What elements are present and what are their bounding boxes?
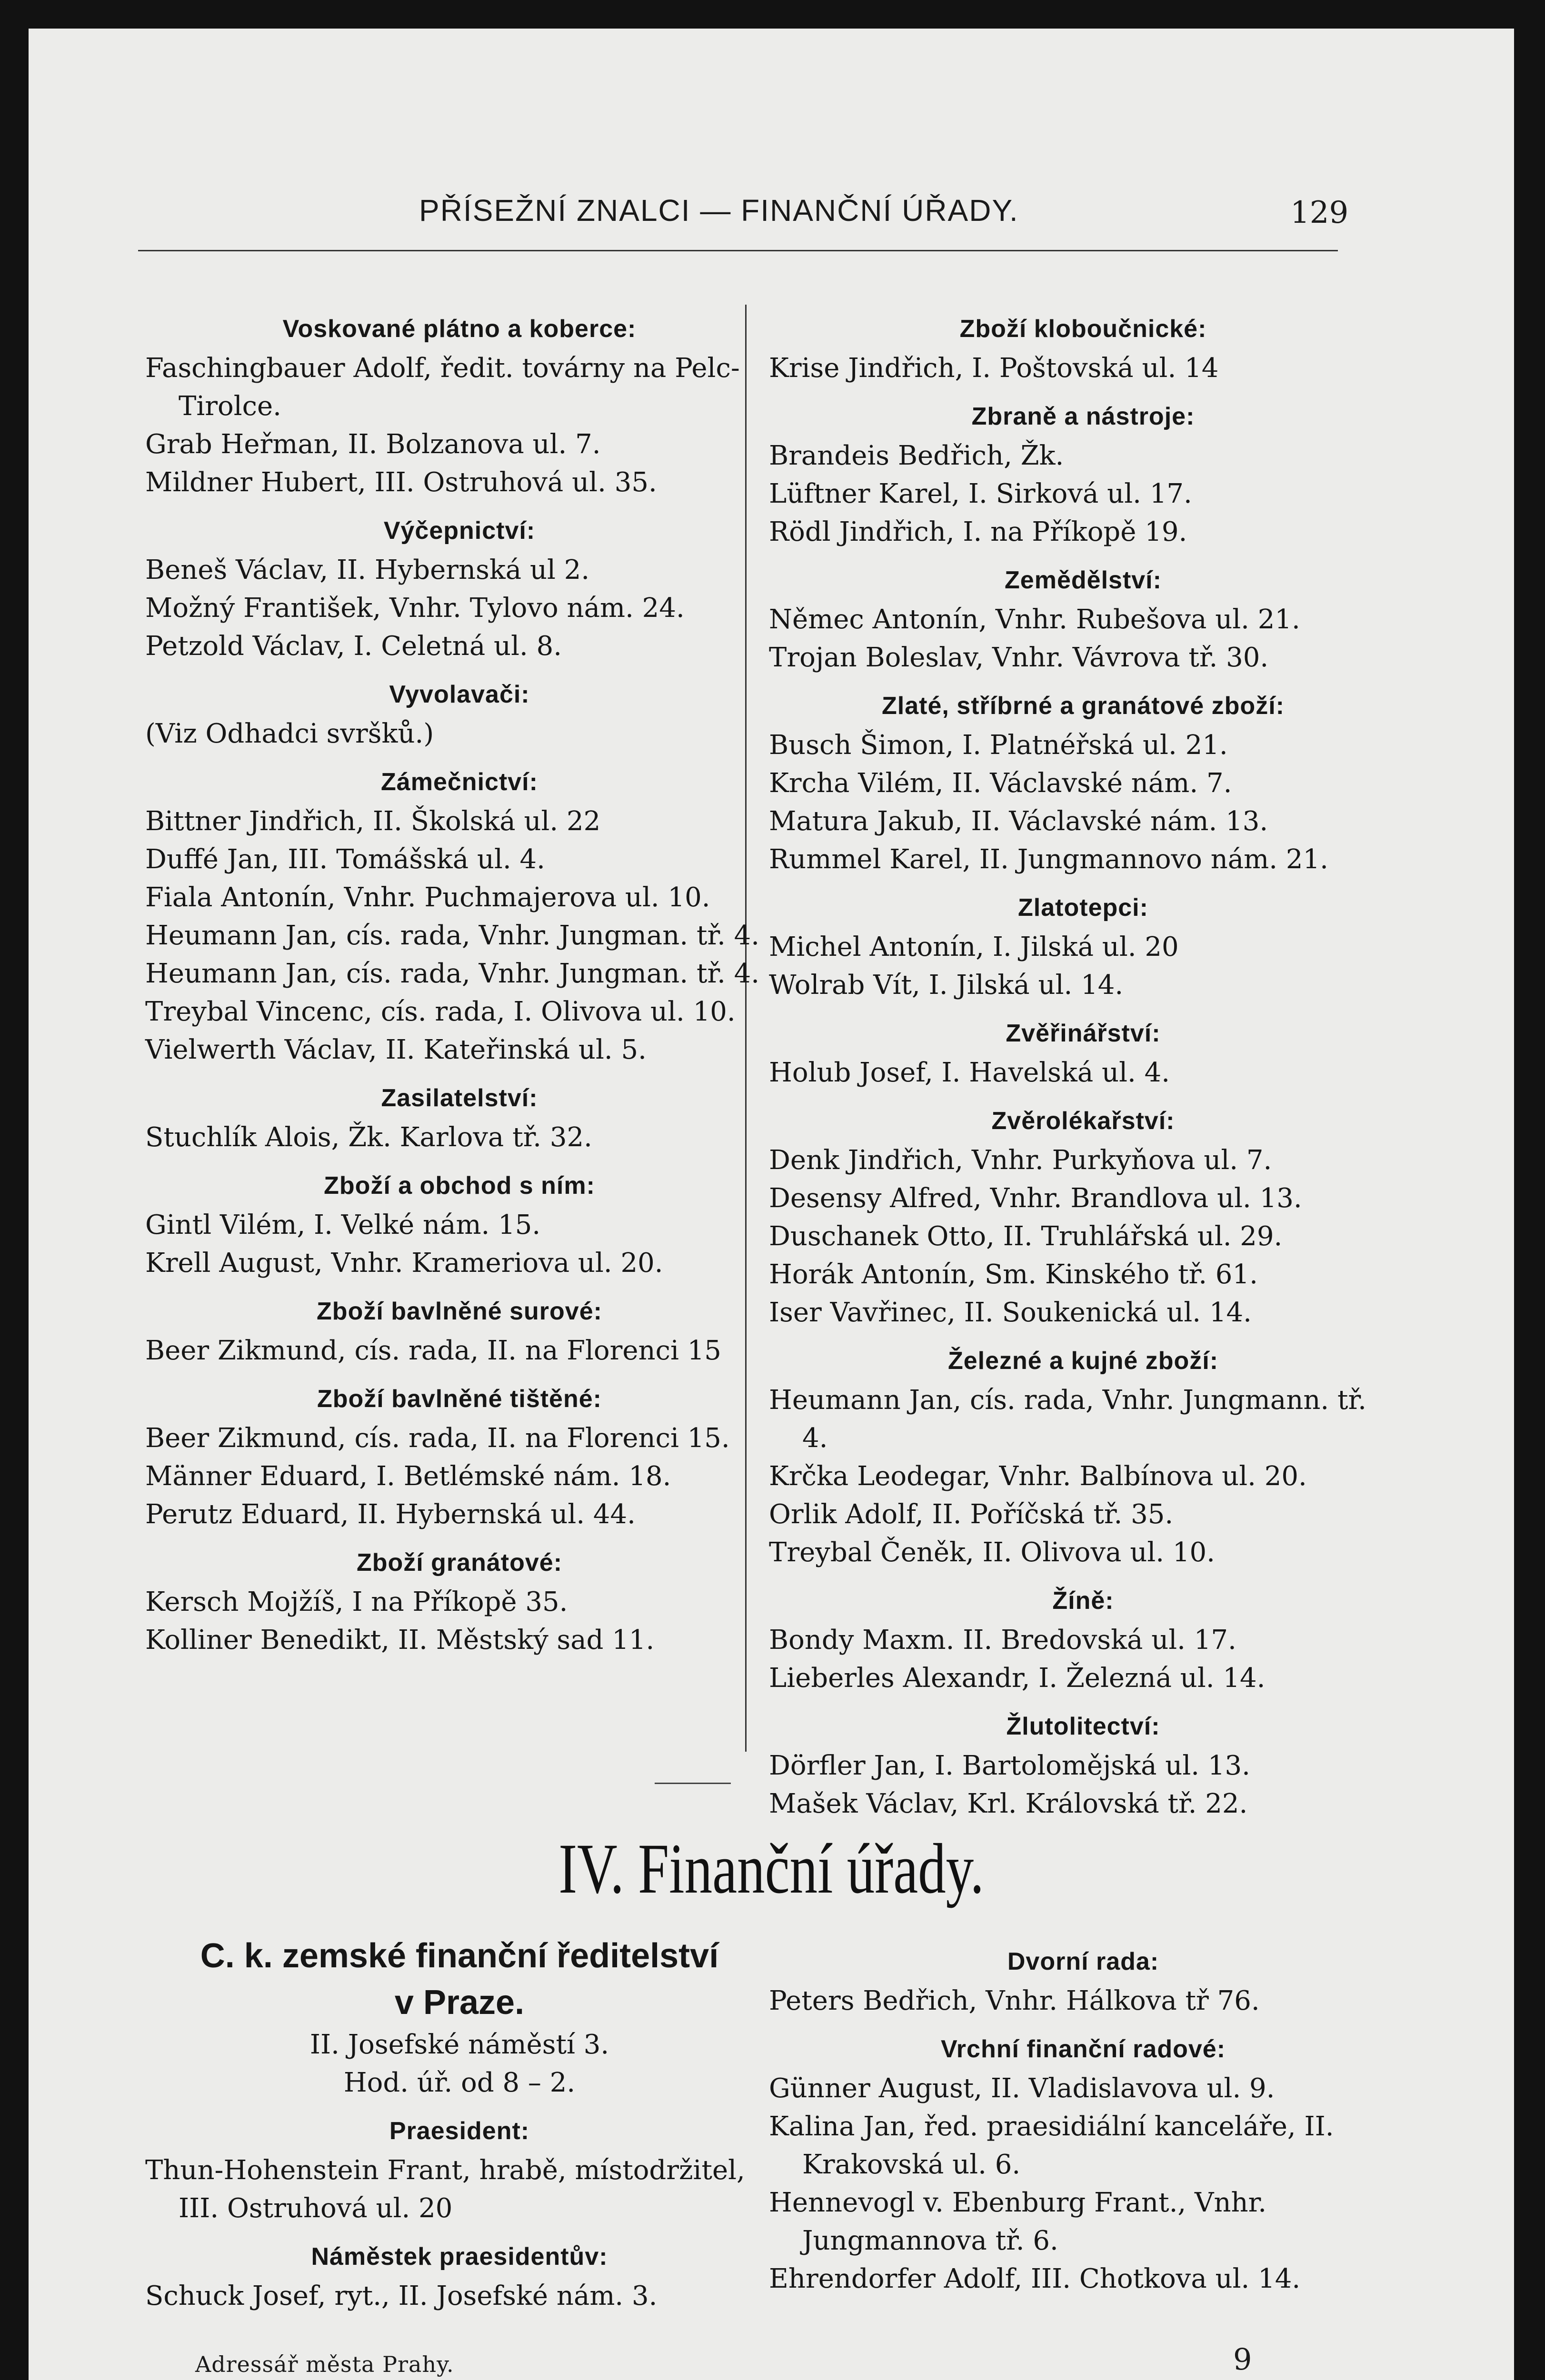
directory-entry: Faschingbauer Adolf, ředit. továrny na Pelc-Tirolce.: [145, 353, 740, 422]
directory-entry: Bondy Maxm. II. Bredovská ul. 17.: [769, 1625, 1236, 1656]
section-title: Zvěrolékařství:: [991, 1107, 1175, 1135]
directory-entry: Lüftner Karel, I. Sirková ul. 17.: [769, 478, 1192, 509]
directory-entry: Iser Vavřinec, II. Soukenická ul. 14.: [769, 1297, 1252, 1328]
section-title: Zvěřinářství:: [1006, 1020, 1161, 1047]
directory-entry: Mašek Václav, Krl. Královská tř. 22.: [769, 1788, 1248, 1819]
directory-entry: Heumann Jan, cís. rada, Vnhr. Jungman. tř. 4.: [145, 920, 760, 951]
section-heading: IV. Finanční úřady.: [558, 1829, 984, 1908]
directory-entry: Vielwerth Václav, II. Kateřinská ul. 5.: [145, 1034, 647, 1065]
directory-entry: Kolliner Benedikt, II. Městský sad 11.: [145, 1625, 655, 1656]
section-title: Zemědělství:: [1005, 566, 1162, 594]
directory-entry: Holub Josef, I. Havelská ul. 4.: [769, 1057, 1170, 1088]
section-title: Zlaté, stříbrné a granátové zboží:: [882, 692, 1285, 720]
signature-mark: 9: [1233, 2342, 1252, 2377]
directory-entry: Krell August, Vnhr. Krameriova ul. 20.: [145, 1248, 663, 1279]
directory-entry: Peters Bedřich, Vnhr. Hálkova tř 76.: [769, 1985, 1260, 2016]
right-column: [769, 300, 1397, 1823]
directory-entry: Schuck Josef, ryt., II. Josefské nám. 3.: [145, 2281, 658, 2311]
section-title: Zboží bavlněné surové:: [317, 1298, 602, 1325]
section-title: Vyvolavači:: [389, 681, 530, 708]
directory-entry: Thun-Hohenstein Frant, hrabě, místodržitel, III. Ostruhová ul. 20: [145, 2155, 745, 2224]
directory-entry: Perutz Eduard, II. Hybernská ul. 44.: [145, 1499, 636, 1530]
footer-title: Adressář města Prahy.: [195, 2351, 454, 2377]
section-title: Žíně:: [1052, 1587, 1114, 1615]
directory-entry: Mildner Hubert, III. Ostruhová ul. 35.: [145, 467, 657, 498]
section-separator: [655, 1783, 731, 1784]
section-title: Zbraně a nástroje:: [971, 403, 1195, 430]
office-address: II. Josefské náměstí 3.: [309, 2029, 609, 2060]
officials-column: [769, 1933, 1397, 2298]
running-title: PŘÍSEŽNÍ ZNALCI — FINANČNÍ ÚŘADY.: [419, 193, 1019, 228]
directory-entry: Možný František, Vnhr. Tylovo nám. 24.: [145, 593, 685, 624]
directory-entry: Kersch Mojžíš, I na Příkopě 35.: [145, 1587, 568, 1617]
directory-entry: Wolrab Vít, I. Jilská ul. 14.: [769, 970, 1124, 1001]
section-title: Vrchní finanční radové:: [940, 2035, 1226, 2063]
directory-entry: Treybal Čeněk, II. Olivova ul. 10.: [769, 1537, 1215, 1568]
section-title: Železné a kujné zboží:: [947, 1347, 1219, 1375]
directory-entry: Dörfler Jan, I. Bartolomějská ul. 13.: [769, 1750, 1250, 1781]
directory-entry: Horák Antonín, Sm. Kinského tř. 61.: [769, 1259, 1258, 1290]
directory-entry: Stuchlík Alois, Žk. Karlova tř. 32.: [145, 1122, 592, 1153]
directory-entry: Beer Zikmund, cís. rada, II. na Florenci 15.: [145, 1423, 730, 1454]
directory-entry: Orlik Adolf, II. Poříčská tř. 35.: [769, 1499, 1174, 1530]
section-title: Voskované plátno a koberce:: [282, 315, 637, 343]
section-title: Zámečnictví:: [381, 768, 538, 796]
section-title: Praesident:: [389, 2117, 530, 2145]
directory-entry: Hennevogl v. Ebenburg Frant., Vnhr. Jungmannova tř. 6.: [769, 2187, 1266, 2256]
directory-entry: Rummel Karel, II. Jungmannovo nám. 21.: [769, 844, 1328, 875]
directory-entry: Gintl Vilém, I. Velké nám. 15.: [145, 1210, 541, 1240]
directory-entry: Matura Jakub, II. Václavské nám. 13.: [769, 806, 1268, 837]
section-title: Náměstek praesidentův:: [311, 2243, 608, 2271]
directory-entry: Bittner Jindřich, II. Školská ul. 22: [145, 806, 601, 837]
directory-entry: (Viz Odhadci svršků.): [145, 718, 434, 749]
directory-entry: Petzold Václav, I. Celetná ul. 8.: [145, 631, 562, 662]
section-title: Zboží a obchod s ním:: [324, 1172, 595, 1200]
directory-entry: Busch Šimon, I. Platnéřská ul. 21.: [769, 730, 1228, 761]
page-paper: [29, 29, 1514, 2380]
section-title: Zlatotepci:: [1018, 894, 1148, 922]
directory-entry: Michel Antonín, I. Jilská ul. 20: [769, 932, 1179, 962]
directory-entry: Duffé Jan, III. Tomášská ul. 4.: [145, 844, 545, 875]
section-title: Zasilatelství:: [381, 1084, 538, 1112]
directory-entry: Beneš Václav, II. Hybernská ul 2.: [145, 555, 590, 585]
header-rule: [138, 250, 1338, 251]
directory-entry: Lieberles Alexandr, I. Železná ul. 14.: [769, 1663, 1266, 1694]
directory-entry: Grab Heřman, II. Bolzanova ul. 7.: [145, 429, 601, 460]
directory-entry: Krise Jindřich, I. Poštovská ul. 14: [769, 353, 1219, 384]
directory-entry: Treybal Vincenc, cís. rada, I. Olivova ul. 10.: [145, 996, 736, 1027]
section-title: Dvorní rada:: [1007, 1948, 1159, 1975]
section-title: Zboží granátové:: [356, 1549, 563, 1577]
directory-entry: Brandeis Bedřich, Žk.: [769, 440, 1064, 471]
directory-entry: Beer Zikmund, cís. rada, II. na Florenci 15: [145, 1335, 721, 1366]
directory-entry: Rödl Jindřich, I. na Příkopě 19.: [769, 516, 1187, 547]
section-title: Žlutolitectví:: [1006, 1713, 1160, 1740]
directory-entry: Krcha Vilém, II. Václavské nám. 7.: [769, 768, 1232, 799]
office-title-line2: v Praze.: [394, 1983, 525, 2022]
directory-entry: Männer Eduard, I. Betlémské nám. 18.: [145, 1461, 671, 1492]
directory-entry: Ehrendorfer Adolf, III. Chotkova ul. 14.: [769, 2263, 1301, 2294]
directory-entry: Němec Antonín, Vnhr. Rubešova ul. 21.: [769, 604, 1300, 635]
directory-entry: Duschanek Otto, II. Truhlářská ul. 29.: [769, 1221, 1283, 1252]
office-title-line1: C. k. zemské finanční ředitelství: [200, 1937, 719, 1975]
office-hours: Hod. úř. od 8 – 2.: [343, 2067, 576, 2098]
section-title: Zboží kloboučnické:: [959, 315, 1207, 343]
section-title: Zboží bavlněné tištěné:: [317, 1385, 602, 1413]
section-title: Výčepnictví:: [383, 517, 536, 545]
directory-entry: Heumann Jan, cís. rada, Vnhr. Jungmann. tř. 4.: [769, 1385, 1366, 1454]
directory-entry: Trojan Boleslav, Vnhr. Vávrova tř. 30.: [769, 642, 1269, 673]
directory-entry: Heumann Jan, cís. rada, Vnhr. Jungman. tř. 4.: [145, 958, 760, 989]
office-column: [145, 1933, 774, 2315]
page-number: 129: [1290, 195, 1349, 230]
directory-entry: Günner August, II. Vladislavova ul. 9.: [769, 2073, 1275, 2104]
directory-entry: Denk Jindřich, Vnhr. Purkyňova ul. 7.: [769, 1145, 1272, 1176]
office-officials: [145, 2111, 774, 2315]
left-column: [145, 300, 774, 1659]
directory-entry: Krčka Leodegar, Vnhr. Balbínova ul. 20.: [769, 1461, 1307, 1492]
directory-entry: Kalina Jan, řed. praesidiální kanceláře, II. Krakovská ul. 6.: [769, 2111, 1334, 2180]
directory-entry: Fiala Antonín, Vnhr. Puchmajerova ul. 10.: [145, 882, 710, 913]
directory-entry: Desensy Alfred, Vnhr. Brandlova ul. 13.: [769, 1183, 1302, 1214]
